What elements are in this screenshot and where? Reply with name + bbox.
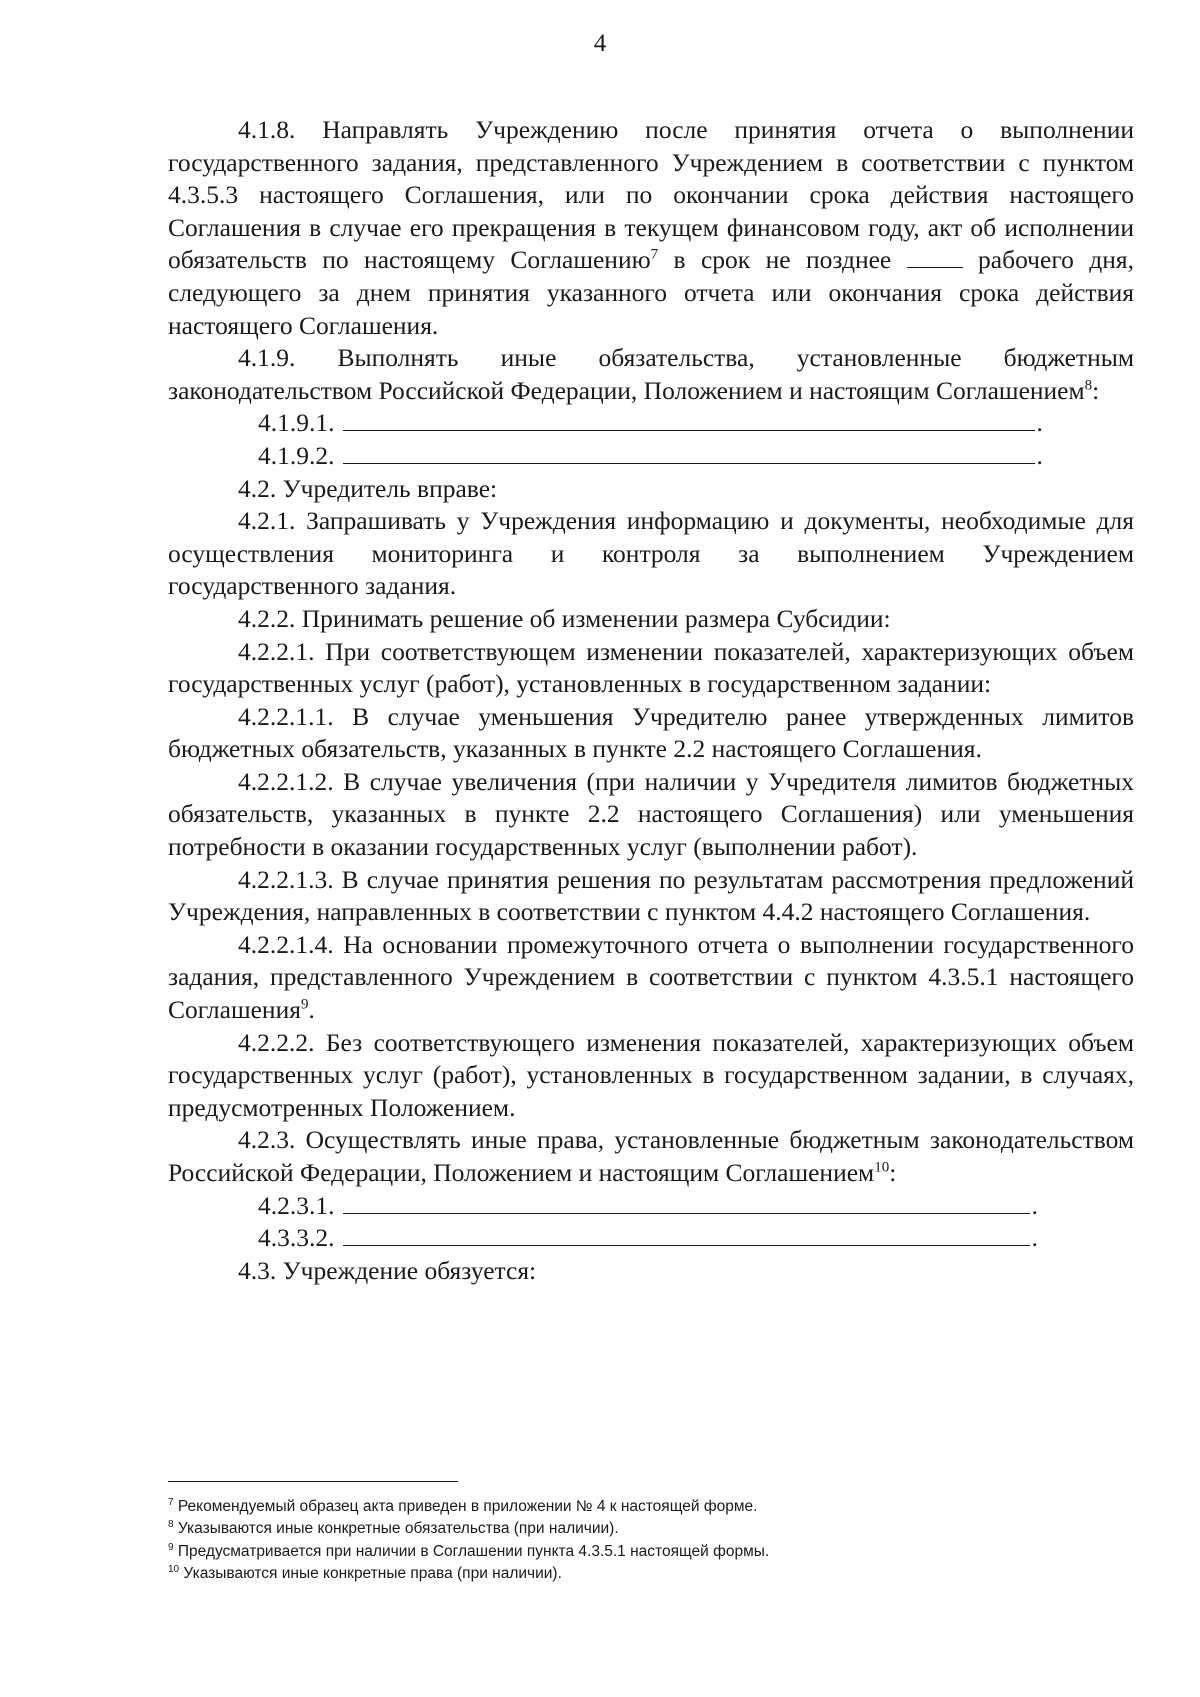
clause-4-1-9-1: 4.1.9.1. . [258,408,1043,438]
clause-4-1-8: 4.1.8. Направлять Учреждению после принятия отчета о выполнении государственного задания, представленного Учреждением в соответствии с пунктом 4.3.5.3 настоящего Соглашения, или по окончании срока действия настоящего Соглашения в случае его прекращения в текущем финансовом году, акт об исполнении обязательств по настоящему Соглашению$^7$ в срок не позднее рабочего дня, следующего за днем принятия указанного отчета или окончания срока действия настоящего Соглашения. [168,115,1135,340]
clause-4-2-2-1-1: 4.2.2.1.1. В случае уменьшения Учредителю ранее утвержденных лимитов бюджетных обязательств, указанных в пункте 2.2 настоящего Соглашения. [168,701,1134,764]
footnote-divider [168,1481,458,1482]
clause-4-2: 4.2. Учредитель вправе: [238,473,498,503]
clause-4-3: 4.3. Учреждение обязуется: [238,1255,537,1285]
blank-line [343,408,1035,431]
clause-4-3-3-2: 4.3.3.2. . [258,1223,1038,1253]
footnote-ref-9: 9 [300,996,309,1013]
clause-4-2-1: 4.2.1. Запрашивать у Учреждения информацию и документы, необходимые для осуществления мониторинга и контроля за выполнением Учреждением государственного задания. [168,506,1134,601]
footnote-ref-10: 10 [874,1159,890,1176]
footnote-8: $^8$ Указываются иные конкретные обязательства (при наличии). [168,1519,619,1538]
clause-4-2-2-1: 4.2.2.1. При соответствующем изменении показателей, характеризующих объем государственных услуг (работ), установленных в государственном задании: [168,636,1134,699]
footnote-ref-8: 8 [1084,377,1093,394]
clause-4-2-2-2: 4.2.2.2. Без соответствующего изменения показателей, характеризующих объем государственных услуг (работ), установленных в государственном задании, в случаях, предусмотренных Положением. [168,1027,1134,1122]
footnote-9: $^9$ Предусматривается при наличии в Соглашении пункта 4.3.5.1 настоящей формы. [168,1541,770,1560]
clause-4-2-3-1: 4.2.3.1. . [258,1190,1038,1220]
clause-4-2-2-1-2: 4.2.2.1.2. В случае увеличения (при наличии у Учредителя лимитов бюджетных обязательств, указанных в пункте 2.2 настоящего Соглашения) или уменьшения потребности в оказании государственных услуг (выполнении работ). [168,766,1134,862]
footnotes [168,1496,1128,1585]
blank-line [343,1191,1030,1214]
clause-4-1-9-2: 4.1.9.2. . [258,440,1043,470]
clause-4-2-2: 4.2.2. Принимать решение об изменении размера Субсидии: [238,603,891,633]
days-blank-field [907,245,963,268]
clause-4-1-9: 4.1.9. Выполнять иные обязательства, установленные бюджетным законодательством Российской Федерации, Положением и настоящим Соглашением$^8$: [168,343,1134,405]
footnote-10: $^{10}$ Указываются иные конкретные права (при наличии). [168,1563,562,1582]
document-body [168,114,1134,1287]
clause-4-2-3: 4.2.3. Осуществлять иные права, установленные бюджетным законодательством Российской Федерации, Положением и настоящим Соглашением$^{10}$: [168,1125,1134,1187]
clause-4-2-2-1-4: 4.2.2.1.4. На основании промежуточного отчета о выполнении государственного задания, представленного Учреждением в соответствии с пунктом 4.3.5.1 настоящего Соглашения$^9$. [168,929,1134,1025]
blank-line [343,1223,1030,1246]
footnote-ref-7: 7 [650,246,659,263]
page-number: 4 [593,30,607,57]
blank-line [343,441,1035,464]
footnote-7: $^7$ Рекомендуемый образец акта приведен в приложении № 4 к настоящей форме. [168,1496,758,1515]
clause-4-2-2-1-3: 4.2.2.1.3. В случае принятия решения по результатам рассмотрения предложений Учреждения, направленных в соответствии с пунктом 4.4.2 настоящего Соглашения. [168,864,1134,927]
